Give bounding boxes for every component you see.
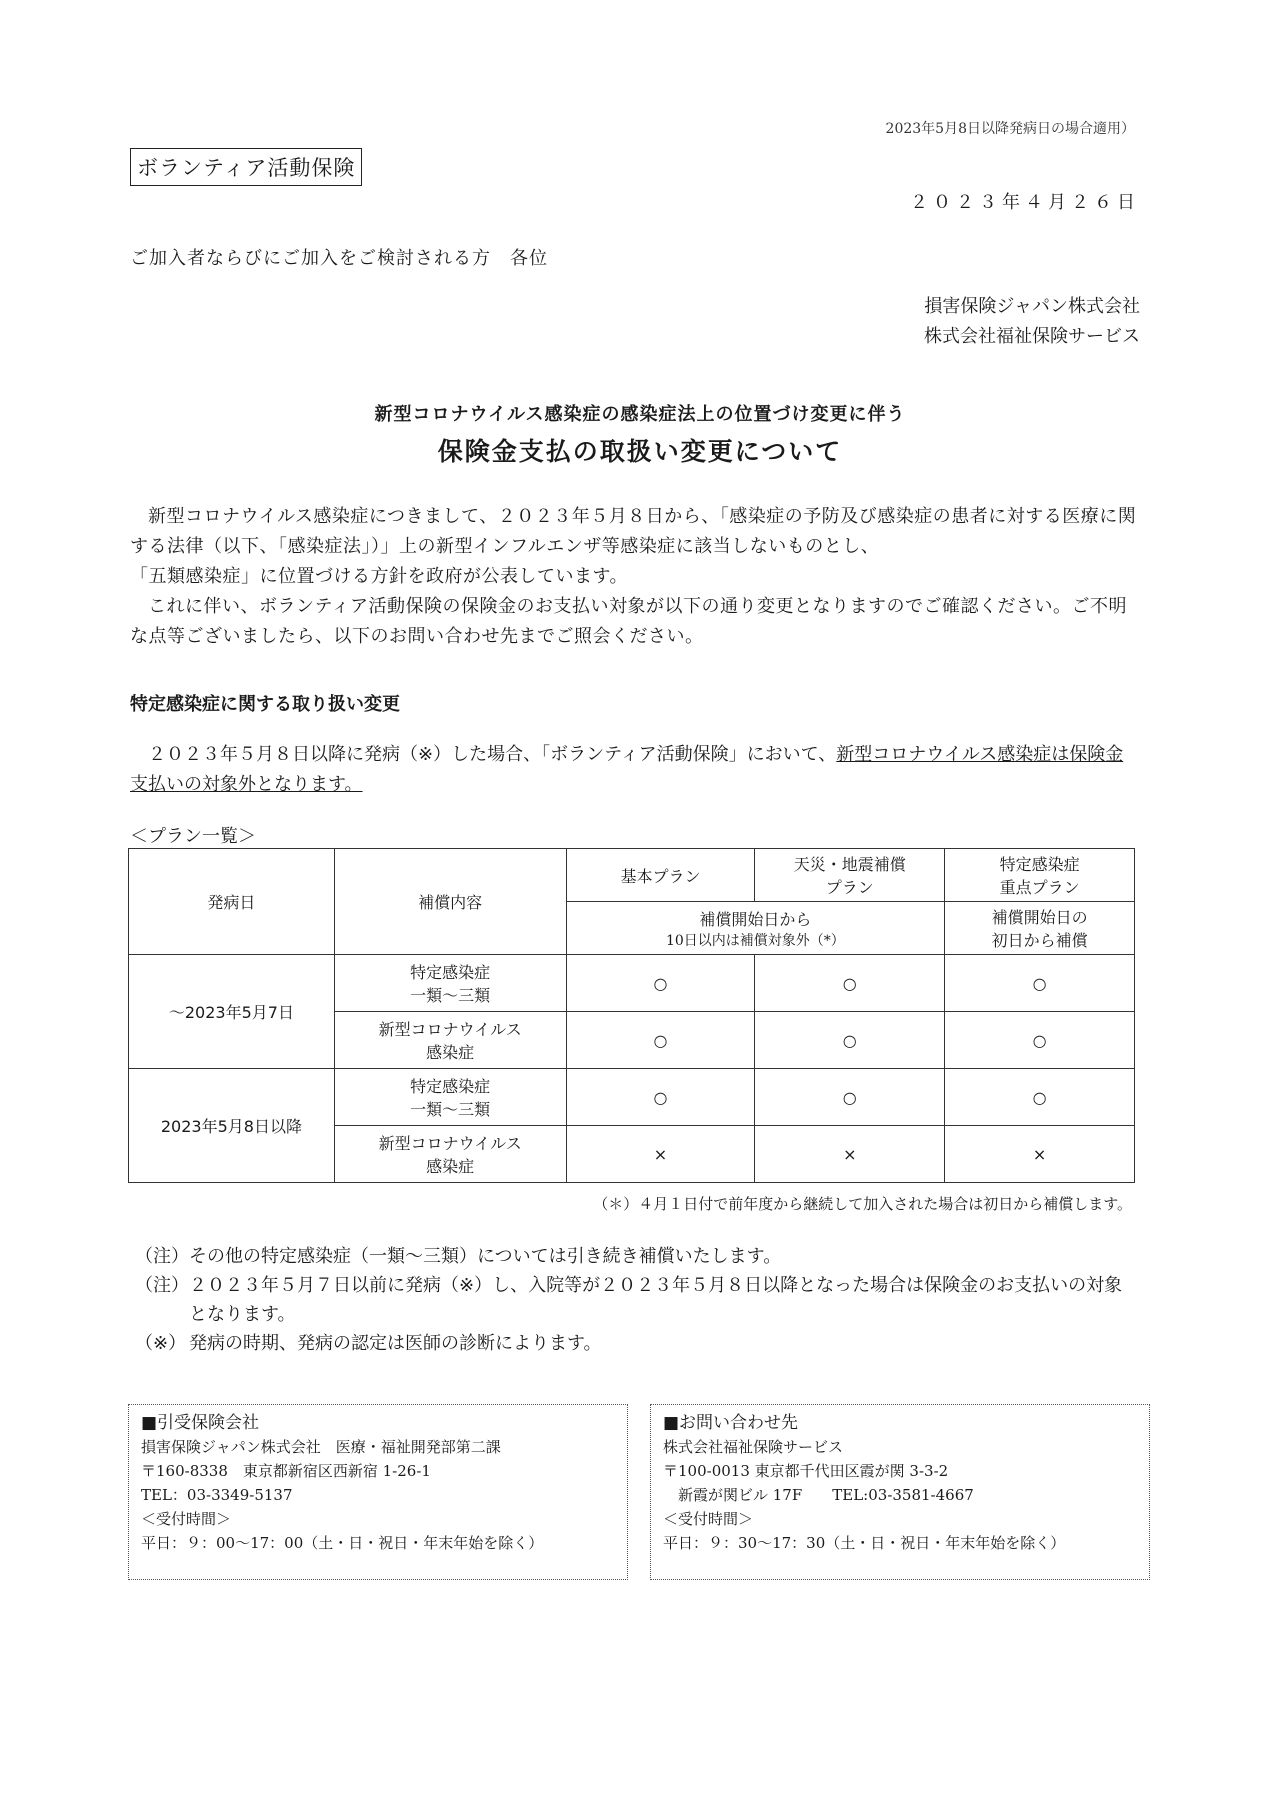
body-text	[130, 502, 1140, 652]
contact-line: 平日：９：00～17：00（土・日・祝日・年末年始を除く）	[141, 1534, 544, 1552]
body-paragraph: 新型コロナウイルス感染症につきまして、２０２３年５月８日から、「感染症の予防及び感染症の患者に対する医療に関する法律（以下、「感染症法」）」上の新型インフルエンザ等感染症に該当しないものとし、	[130, 506, 1137, 557]
body-paragraph: 「五類感染症」に位置づける方針を政府が公表しています。	[130, 566, 629, 587]
contact-line: TEL：03-3349-5137	[141, 1486, 293, 1504]
mark-cell: ○	[755, 1069, 945, 1126]
mark-cell: ○	[566, 1069, 755, 1126]
table-row	[129, 955, 1135, 1012]
contact-heading: ■引受保険会社	[141, 1413, 260, 1433]
addressee: ご加入者ならびにご加入をご検討される方 各位	[130, 248, 548, 269]
note-item: （※） 発病の時期、発病の認定は医師の診断によります。	[135, 1333, 602, 1354]
contact-line: ＜受付時間＞	[141, 1510, 232, 1528]
issue-date: ２０２３年４月２６日	[910, 192, 1140, 213]
mark-cell: ○	[566, 1012, 755, 1069]
mark-cell: ○	[945, 955, 1135, 1012]
section-heading: 特定感染症に関する取り扱い変更	[130, 694, 400, 715]
note-item: （注） ２０２３年５月７日以前に発病（※）し、入院等が２０２３年５月８日以降となった場合は保険金のお支払いの対象となります。	[135, 1275, 1123, 1325]
top-note: 2023年5月8日以降発病日の場合適用）	[885, 121, 1135, 137]
start-condition-infection: 補償開始日の 初日から補償	[945, 902, 1135, 955]
document-subtitle: 新型コロナウイルス感染症の感染症法上の位置づけ変更に伴う	[374, 404, 906, 425]
period-cell: 2023年5月8日以降	[129, 1069, 335, 1183]
period-cell: ～2023年5月7日	[129, 955, 335, 1069]
contact-line: 平日：９：30～17：30（土・日・祝日・年末年始を除く）	[663, 1534, 1066, 1552]
coverage-cell: 新型コロナウイルス 感染症	[334, 1012, 566, 1069]
notes-list	[135, 1242, 1135, 1358]
body-paragraph: これに伴い、ボランティア活動保険の保険金のお支払い対象が以下の通り変更となりますのでご確認ください。ご不明な点等ございましたら、以下のお問い合わせ先までご照会ください。	[130, 596, 1128, 647]
mark-cell: ○	[755, 1012, 945, 1069]
header-plan-infection: 特定感染症 重点プラン	[945, 849, 1135, 902]
mark-cell: ○	[755, 955, 945, 1012]
issuer-block	[924, 292, 1140, 352]
inquiry-contact-box	[650, 1404, 1150, 1580]
mark-cell: ×	[566, 1126, 755, 1183]
section-text: ２０２３年５月８日以降に発病（※）した場合、「ボランティア活動保険」において、	[148, 744, 837, 765]
contact-line: 〒160-8338 東京都新宿区西新宿 1-26-1	[141, 1462, 431, 1480]
contact-line: 損害保険ジャパン株式会社 医療・福祉開発部第二課	[141, 1438, 501, 1456]
coverage-cell: 特定感染症 一類～三類	[334, 955, 566, 1012]
table-row	[129, 1069, 1135, 1126]
header-onset: 発病日	[129, 849, 335, 955]
mark-cell: ○	[945, 1069, 1135, 1126]
plan-table-label: ＜プラン一覧＞	[130, 826, 256, 847]
contact-line: ＜受付時間＞	[663, 1510, 754, 1528]
table-footnote: （＊）４月１日付で前年度から継続して加入された場合は初日から補償します。	[593, 1195, 1132, 1213]
product-name-box: ボランティア活動保険	[130, 148, 362, 186]
mark-cell: ×	[755, 1126, 945, 1183]
contact-line: 新霞が関ビル 17F TEL:03-3581-4667	[663, 1486, 974, 1504]
insurer-contact-box	[128, 1404, 628, 1580]
start-condition-basic: 補償開始日から 10日以内は補償対象外（*）	[566, 902, 945, 955]
plan-table	[128, 848, 1135, 1183]
document-title: 保険金支払の取扱い変更について	[437, 437, 843, 466]
coverage-cell: 特定感染症 一類～三類	[334, 1069, 566, 1126]
issuer-line: 株式会社福祉保険サービス	[924, 326, 1140, 347]
issuer-line: 損害保険ジャパン株式会社	[924, 296, 1140, 317]
coverage-cell: 新型コロナウイルス 感染症	[334, 1126, 566, 1183]
header-plan-basic: 基本プラン	[566, 849, 755, 902]
contact-line: 株式会社福祉保険サービス	[663, 1438, 844, 1456]
mark-cell: ○	[566, 955, 755, 1012]
contact-line: 〒100-0013 東京都千代田区霞が関 3-3-2	[663, 1462, 949, 1480]
section-body	[130, 740, 1140, 800]
mark-cell: ×	[945, 1126, 1135, 1183]
mark-cell: ○	[945, 1012, 1135, 1069]
note-item: （注） その他の特定感染症（一類～三類）については引き続き補償いたします。	[135, 1246, 782, 1267]
header-plan-disaster: 天災・地震補償 プラン	[755, 849, 945, 902]
contact-heading: ■お問い合わせ先	[663, 1413, 799, 1433]
header-coverage: 補償内容	[334, 849, 566, 955]
section-text-underlined: 新型コロナウイルス感染症は保険金支払いの対象外となります。	[130, 744, 1124, 795]
